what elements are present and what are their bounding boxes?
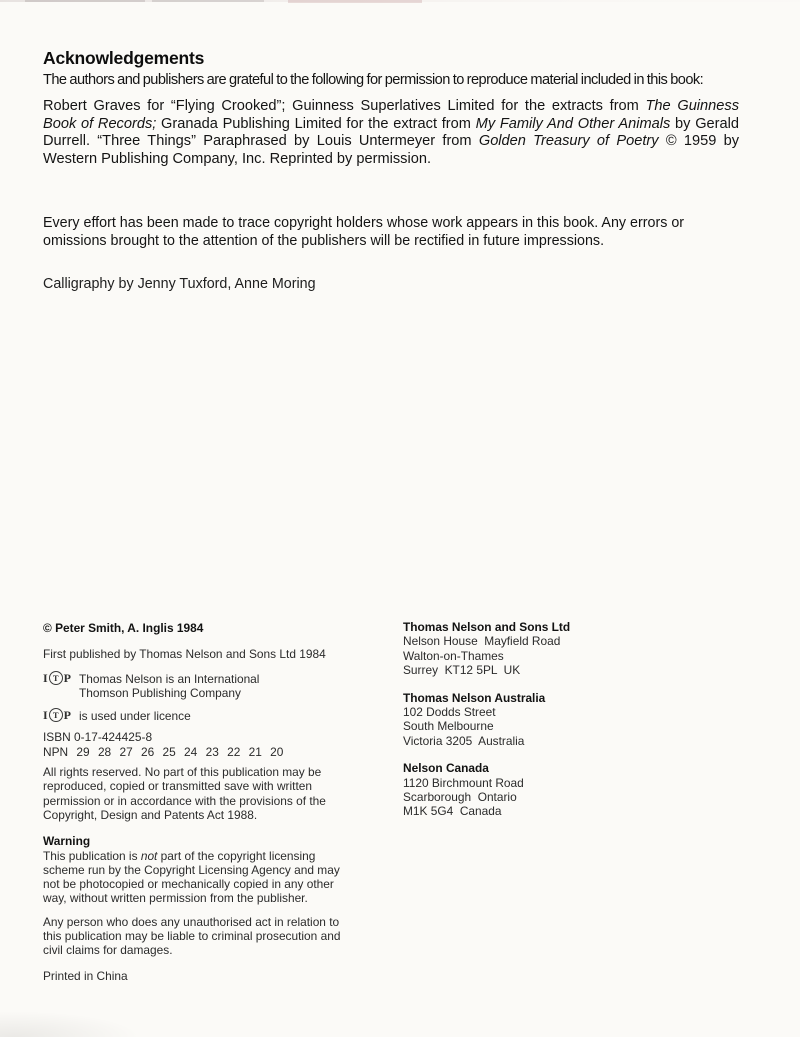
- itp-licence-text: is used under licence: [79, 709, 191, 724]
- copyright-line: © Peter Smith, A. Inglis 1984: [43, 621, 204, 635]
- publisher-name: Thomas Nelson Australia: [403, 690, 546, 705]
- credit-text: Granada Publishing Limited for the extract from: [156, 115, 476, 132]
- warning-emphasis: not: [140, 848, 158, 863]
- scan-artifact-segment: [152, 0, 264, 2]
- npn-line: NPN 29 28 27 26 25 24 23 22 21 20: [43, 744, 284, 759]
- itp-statement-text: [79, 672, 259, 701]
- address-block-uk: [403, 620, 653, 678]
- scan-artifact-top-strip: [0, 0, 800, 2]
- address-line: Nelson House Mayfield Road: [403, 634, 561, 649]
- rights-paragraph: All rights reserved. No part of this publication may be reproduced, copied or transmitted save with written permission or in accordance with the provisions of the Copyright, Design and Patents Act 1988.: [43, 765, 326, 822]
- address-line: 1120 Birchmount Road: [403, 775, 524, 790]
- itp-logo-icon: [43, 671, 79, 685]
- imprint-column: [43, 621, 357, 983]
- itp-letter-p: P: [63, 708, 72, 723]
- itp-letter-i: I: [43, 670, 48, 685]
- itp-letter-t-circled: T: [49, 671, 63, 685]
- warning-text: This publication is: [43, 848, 141, 863]
- credit-text: Robert Graves for “Flying Crooked”; Guinness Superlatives Limited for the extracts from: [43, 98, 646, 114]
- warning-paragraph: [43, 849, 357, 906]
- address-line: 102 Dodds Street: [403, 705, 496, 720]
- scan-artifact-corner: [0, 1011, 140, 1037]
- address-line: M1K 5G4 Canada: [403, 804, 502, 819]
- address-block-australia: [403, 691, 653, 749]
- first-published-line: First published by Thomas Nelson and Sons Ltd 1984: [43, 647, 326, 662]
- intro-paragraph: The authors and publishers are grateful to the following for permission to reproduce material included in this book:: [43, 72, 704, 88]
- address-line: South Melbourne: [403, 719, 494, 734]
- page-title: Acknowledgements: [43, 48, 205, 68]
- book-title-guinness: The Guinness Book of Records;: [43, 98, 739, 132]
- address-line: Surrey KT12 5PL UK: [403, 663, 521, 678]
- copyright-notice-paragraph: Every effort has been made to trace copyright holders whose work appears in this book. Any errors or omissions brought to the attention of the publishers will be rectified in future impressions.: [43, 214, 685, 250]
- itp-letter-i: I: [43, 708, 48, 723]
- credit-text: by Gerald Durrell. “Three Things” Paraphrased by Louis Untermeyer from: [43, 115, 740, 150]
- address-line: Walton-on-Thames: [403, 648, 504, 663]
- warning-title: Warning: [43, 834, 91, 849]
- liability-paragraph: Any person who does any unauthorised act in relation to this publication may be liable to criminal prosecution and civil claims for damages.: [43, 914, 341, 958]
- isbn-block: [43, 730, 357, 759]
- publisher-name: Nelson Canada: [403, 761, 489, 776]
- itp-statement-line1: Thomas Nelson is an International: [79, 671, 260, 686]
- book-title-golden-treasury: Golden Treasury of Poetry: [478, 133, 659, 150]
- itp-letter-t-circled: T: [49, 708, 63, 722]
- calligraphy-credit: Calligraphy by Jenny Tuxford, Anne Moring: [43, 276, 316, 293]
- warning-block: [43, 834, 357, 905]
- address-line: Victoria 3205 Australia: [403, 733, 525, 748]
- warning-text: part of the copyright licensing scheme run by the Copyright Licensing Agency and may not be photocopied or mechanically copied in any other way, without written permission from the publisher.: [43, 848, 340, 906]
- book-title-my-family: My Family And Other Animals: [475, 115, 671, 132]
- credit-text: © 1959 by Western Publishing Company, Inc. Reprinted by permission.: [43, 133, 739, 168]
- itp-statement-line2: Thomson Publishing Company: [79, 685, 241, 700]
- acknowledgements-section: [43, 48, 743, 292]
- address-line: Scarborough Ontario: [403, 790, 517, 805]
- publisher-addresses-column: [403, 620, 653, 832]
- itp-statement: [43, 672, 357, 701]
- scan-artifact-segment: [288, 0, 422, 3]
- credits-paragraph: [43, 98, 739, 169]
- isbn-line: ISBN 0-17-424425-8: [43, 730, 153, 745]
- itp-licence: [43, 709, 357, 723]
- itp-logo-icon: [43, 708, 79, 722]
- printed-in-line: Printed in China: [43, 968, 128, 983]
- publisher-name: Thomas Nelson and Sons Ltd: [403, 620, 571, 634]
- scan-artifact-segment: [25, 0, 145, 2]
- itp-letter-p: P: [63, 670, 72, 685]
- address-block-canada: [403, 761, 653, 819]
